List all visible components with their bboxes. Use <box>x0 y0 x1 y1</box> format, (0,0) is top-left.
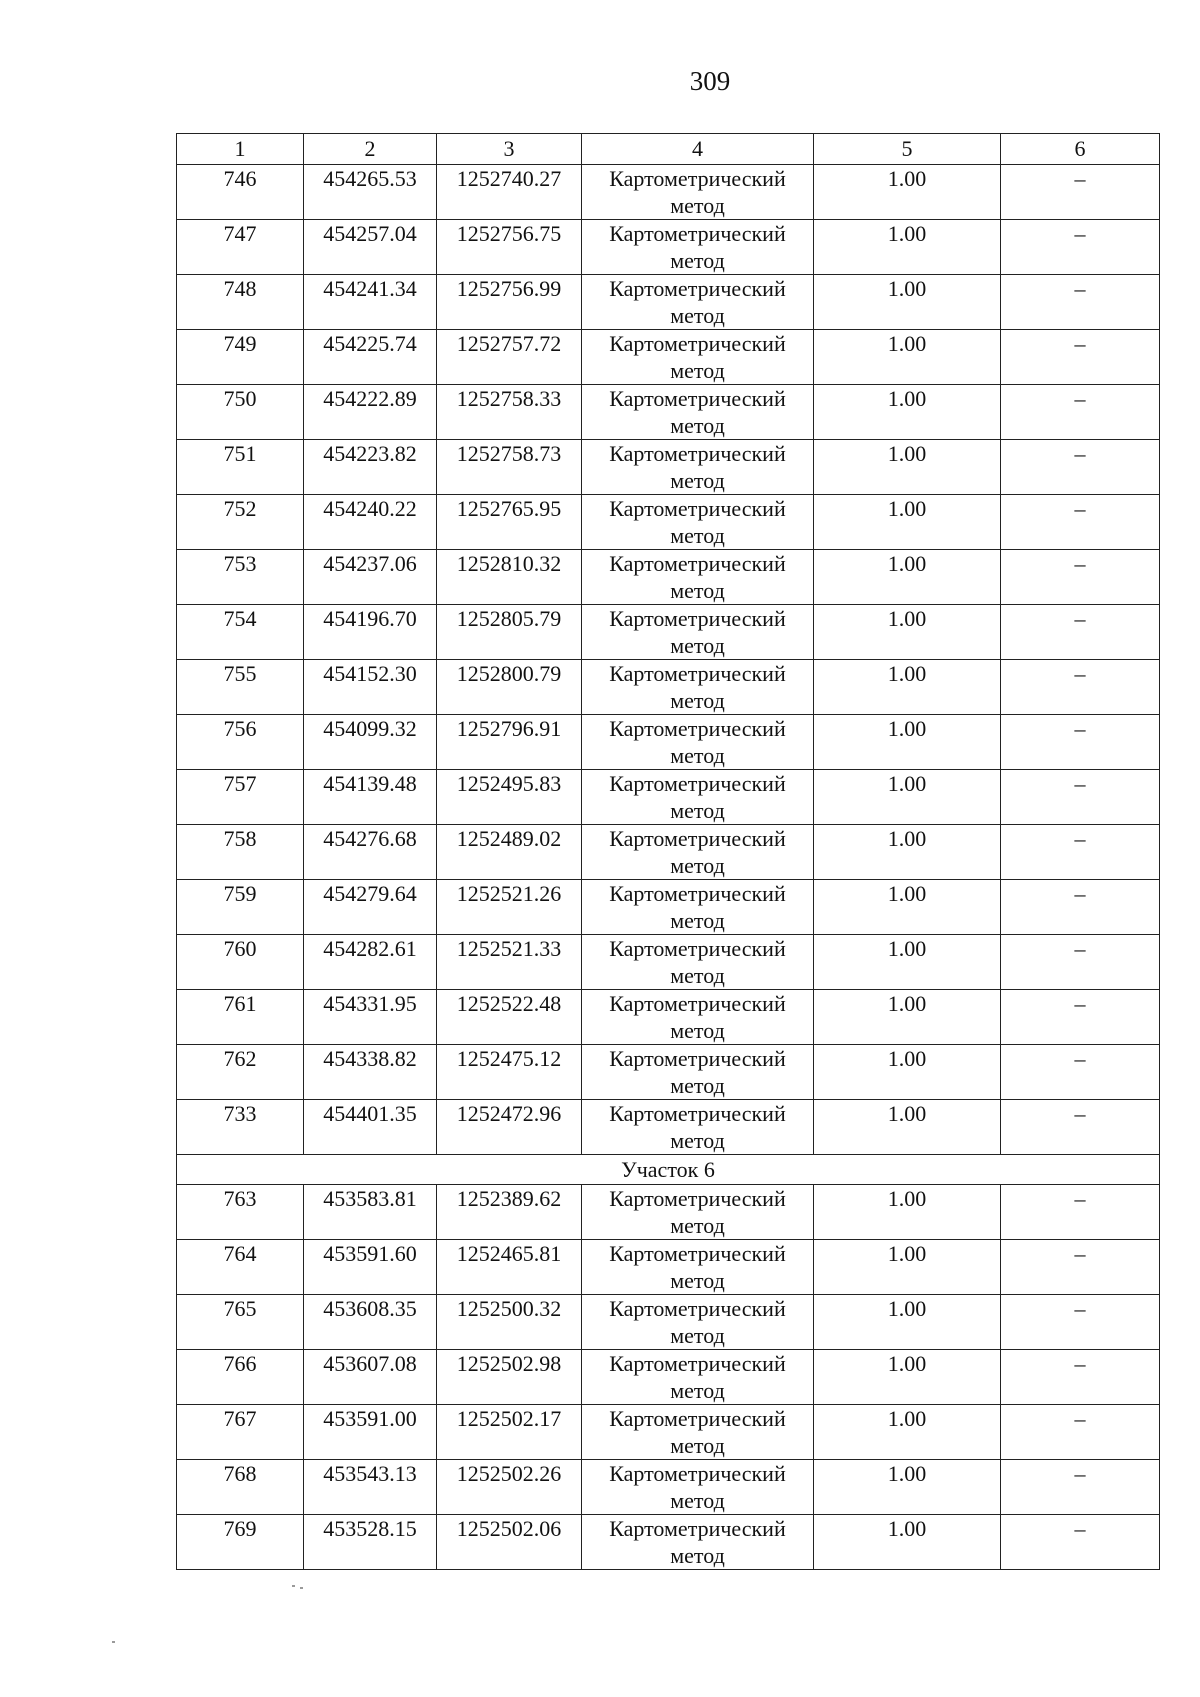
note-cell: – <box>1001 220 1160 275</box>
table-header <box>177 134 1160 165</box>
point-number-cell: 763 <box>177 1185 304 1240</box>
accuracy-cell: 1.00 <box>814 1350 1001 1405</box>
method-cell: Картометрический метод <box>582 1405 814 1460</box>
method-cell: Картометрический метод <box>582 1100 814 1155</box>
point-number-cell: 765 <box>177 1295 304 1350</box>
y-coordinate-cell: 1252495.83 <box>437 770 582 825</box>
x-coordinate-cell: 454240.22 <box>304 495 437 550</box>
table-body <box>177 165 1160 1570</box>
x-coordinate-cell: 453608.35 <box>304 1295 437 1350</box>
accuracy-cell: 1.00 <box>814 1045 1001 1100</box>
y-coordinate-cell: 1252522.48 <box>437 990 582 1045</box>
y-coordinate-cell: 1252758.33 <box>437 385 582 440</box>
y-coordinate-cell: 1252389.62 <box>437 1185 582 1240</box>
scan-speck <box>300 1587 303 1589</box>
point-number-cell: 753 <box>177 550 304 605</box>
method-cell: Картометрический метод <box>582 880 814 935</box>
method-cell: Картометрический метод <box>582 825 814 880</box>
table-row <box>177 165 1160 220</box>
accuracy-cell: 1.00 <box>814 935 1001 990</box>
table-row <box>177 935 1160 990</box>
y-coordinate-cell: 1252475.12 <box>437 1045 582 1100</box>
x-coordinate-cell: 454282.61 <box>304 935 437 990</box>
method-cell: Картометрический метод <box>582 770 814 825</box>
table-row <box>177 220 1160 275</box>
table-row <box>177 715 1160 770</box>
y-coordinate-cell: 1252502.26 <box>437 1460 582 1515</box>
note-cell: – <box>1001 605 1160 660</box>
x-coordinate-cell: 454223.82 <box>304 440 437 495</box>
table-row <box>177 1240 1160 1295</box>
table-row <box>177 1295 1160 1350</box>
note-cell: – <box>1001 1185 1160 1240</box>
table-row <box>177 770 1160 825</box>
column-header: 6 <box>1001 134 1160 165</box>
method-cell: Картометрический метод <box>582 1295 814 1350</box>
accuracy-cell: 1.00 <box>814 715 1001 770</box>
column-header: 1 <box>177 134 304 165</box>
method-cell: Картометрический метод <box>582 550 814 605</box>
method-cell: Картометрический метод <box>582 220 814 275</box>
accuracy-cell: 1.00 <box>814 495 1001 550</box>
y-coordinate-cell: 1252740.27 <box>437 165 582 220</box>
method-cell: Картометрический метод <box>582 275 814 330</box>
note-cell: – <box>1001 1350 1160 1405</box>
point-number-cell: 758 <box>177 825 304 880</box>
note-cell: – <box>1001 275 1160 330</box>
table-row <box>177 385 1160 440</box>
y-coordinate-cell: 1252521.26 <box>437 880 582 935</box>
accuracy-cell: 1.00 <box>814 825 1001 880</box>
point-number-cell: 761 <box>177 990 304 1045</box>
accuracy-cell: 1.00 <box>814 330 1001 385</box>
method-cell: Картометрический метод <box>582 165 814 220</box>
x-coordinate-cell: 454257.04 <box>304 220 437 275</box>
note-cell: – <box>1001 660 1160 715</box>
method-cell: Картометрический метод <box>582 1460 814 1515</box>
point-number-cell: 762 <box>177 1045 304 1100</box>
point-number-cell: 749 <box>177 330 304 385</box>
accuracy-cell: 1.00 <box>814 990 1001 1045</box>
y-coordinate-cell: 1252805.79 <box>437 605 582 660</box>
accuracy-cell: 1.00 <box>814 550 1001 605</box>
point-number-cell: 748 <box>177 275 304 330</box>
y-coordinate-cell: 1252758.73 <box>437 440 582 495</box>
table-row <box>177 1185 1160 1240</box>
point-number-cell: 764 <box>177 1240 304 1295</box>
table-row <box>177 550 1160 605</box>
header-row <box>177 134 1160 165</box>
point-number-cell: 754 <box>177 605 304 660</box>
point-number-cell: 766 <box>177 1350 304 1405</box>
table-row <box>177 495 1160 550</box>
x-coordinate-cell: 454237.06 <box>304 550 437 605</box>
section-title: Участок 6 <box>177 1155 1160 1185</box>
coordinates-table <box>176 133 1160 1570</box>
y-coordinate-cell: 1252796.91 <box>437 715 582 770</box>
point-number-cell: 759 <box>177 880 304 935</box>
x-coordinate-cell: 453543.13 <box>304 1460 437 1515</box>
accuracy-cell: 1.00 <box>814 1185 1001 1240</box>
scan-speck <box>112 1641 115 1643</box>
point-number-cell: 755 <box>177 660 304 715</box>
method-cell: Картометрический метод <box>582 605 814 660</box>
table-row <box>177 605 1160 660</box>
note-cell: – <box>1001 935 1160 990</box>
note-cell: – <box>1001 1240 1160 1295</box>
method-cell: Картометрический метод <box>582 1350 814 1405</box>
page-number: 309 <box>689 66 731 96</box>
table-row <box>177 880 1160 935</box>
x-coordinate-cell: 454152.30 <box>304 660 437 715</box>
accuracy-cell: 1.00 <box>814 1460 1001 1515</box>
table-row <box>177 825 1160 880</box>
y-coordinate-cell: 1252810.32 <box>437 550 582 605</box>
note-cell: – <box>1001 990 1160 1045</box>
method-cell: Картометрический метод <box>582 1185 814 1240</box>
accuracy-cell: 1.00 <box>814 1240 1001 1295</box>
x-coordinate-cell: 454139.48 <box>304 770 437 825</box>
y-coordinate-cell: 1252465.81 <box>437 1240 582 1295</box>
x-coordinate-cell: 454222.89 <box>304 385 437 440</box>
column-header: 3 <box>437 134 582 165</box>
note-cell: – <box>1001 495 1160 550</box>
accuracy-cell: 1.00 <box>814 385 1001 440</box>
note-cell: – <box>1001 165 1160 220</box>
method-cell: Картометрический метод <box>582 660 814 715</box>
method-cell: Картометрический метод <box>582 495 814 550</box>
accuracy-cell: 1.00 <box>814 220 1001 275</box>
accuracy-cell: 1.00 <box>814 440 1001 495</box>
point-number-cell: 750 <box>177 385 304 440</box>
table-row <box>177 275 1160 330</box>
note-cell: – <box>1001 770 1160 825</box>
note-cell: – <box>1001 1515 1160 1570</box>
table-row <box>177 1460 1160 1515</box>
y-coordinate-cell: 1252472.96 <box>437 1100 582 1155</box>
point-number-cell: 760 <box>177 935 304 990</box>
method-cell: Картометрический метод <box>582 990 814 1045</box>
y-coordinate-cell: 1252502.98 <box>437 1350 582 1405</box>
accuracy-cell: 1.00 <box>814 275 1001 330</box>
x-coordinate-cell: 454265.53 <box>304 165 437 220</box>
table-row <box>177 1350 1160 1405</box>
note-cell: – <box>1001 825 1160 880</box>
accuracy-cell: 1.00 <box>814 165 1001 220</box>
x-coordinate-cell: 454225.74 <box>304 330 437 385</box>
point-number-cell: 733 <box>177 1100 304 1155</box>
y-coordinate-cell: 1252756.99 <box>437 275 582 330</box>
x-coordinate-cell: 454241.34 <box>304 275 437 330</box>
column-header: 5 <box>814 134 1001 165</box>
note-cell: – <box>1001 1460 1160 1515</box>
y-coordinate-cell: 1252502.06 <box>437 1515 582 1570</box>
point-number-cell: 757 <box>177 770 304 825</box>
x-coordinate-cell: 454099.32 <box>304 715 437 770</box>
point-number-cell: 769 <box>177 1515 304 1570</box>
accuracy-cell: 1.00 <box>814 880 1001 935</box>
table-row <box>177 1100 1160 1155</box>
accuracy-cell: 1.00 <box>814 660 1001 715</box>
point-number-cell: 767 <box>177 1405 304 1460</box>
note-cell: – <box>1001 1100 1160 1155</box>
table-row <box>177 330 1160 385</box>
y-coordinate-cell: 1252800.79 <box>437 660 582 715</box>
point-number-cell: 768 <box>177 1460 304 1515</box>
point-number-cell: 752 <box>177 495 304 550</box>
y-coordinate-cell: 1252757.72 <box>437 330 582 385</box>
note-cell: – <box>1001 880 1160 935</box>
y-coordinate-cell: 1252521.33 <box>437 935 582 990</box>
table-row <box>177 660 1160 715</box>
point-number-cell: 751 <box>177 440 304 495</box>
y-coordinate-cell: 1252756.75 <box>437 220 582 275</box>
x-coordinate-cell: 453591.00 <box>304 1405 437 1460</box>
note-cell: – <box>1001 440 1160 495</box>
y-coordinate-cell: 1252489.02 <box>437 825 582 880</box>
accuracy-cell: 1.00 <box>814 770 1001 825</box>
method-cell: Картометрический метод <box>582 1240 814 1295</box>
y-coordinate-cell: 1252500.32 <box>437 1295 582 1350</box>
x-coordinate-cell: 453607.08 <box>304 1350 437 1405</box>
accuracy-cell: 1.00 <box>814 1295 1001 1350</box>
x-coordinate-cell: 453583.81 <box>304 1185 437 1240</box>
section-row <box>177 1155 1160 1185</box>
scan-speck <box>292 1585 295 1587</box>
note-cell: – <box>1001 1295 1160 1350</box>
table-row <box>177 1515 1160 1570</box>
x-coordinate-cell: 453528.15 <box>304 1515 437 1570</box>
y-coordinate-cell: 1252765.95 <box>437 495 582 550</box>
point-number-cell: 756 <box>177 715 304 770</box>
x-coordinate-cell: 454401.35 <box>304 1100 437 1155</box>
note-cell: – <box>1001 330 1160 385</box>
y-coordinate-cell: 1252502.17 <box>437 1405 582 1460</box>
method-cell: Картометрический метод <box>582 330 814 385</box>
note-cell: – <box>1001 1045 1160 1100</box>
method-cell: Картометрический метод <box>582 385 814 440</box>
column-header: 2 <box>304 134 437 165</box>
x-coordinate-cell: 453591.60 <box>304 1240 437 1295</box>
note-cell: – <box>1001 385 1160 440</box>
point-number-cell: 747 <box>177 220 304 275</box>
note-cell: – <box>1001 1405 1160 1460</box>
x-coordinate-cell: 454276.68 <box>304 825 437 880</box>
accuracy-cell: 1.00 <box>814 1515 1001 1570</box>
method-cell: Картометрический метод <box>582 440 814 495</box>
note-cell: – <box>1001 715 1160 770</box>
table-row <box>177 1405 1160 1460</box>
table-row <box>177 990 1160 1045</box>
accuracy-cell: 1.00 <box>814 1100 1001 1155</box>
x-coordinate-cell: 454331.95 <box>304 990 437 1045</box>
table-row <box>177 1045 1160 1100</box>
note-cell: – <box>1001 550 1160 605</box>
method-cell: Картометрический метод <box>582 715 814 770</box>
x-coordinate-cell: 454338.82 <box>304 1045 437 1100</box>
accuracy-cell: 1.00 <box>814 605 1001 660</box>
column-header: 4 <box>582 134 814 165</box>
x-coordinate-cell: 454196.70 <box>304 605 437 660</box>
method-cell: Картометрический метод <box>582 1515 814 1570</box>
method-cell: Картометрический метод <box>582 935 814 990</box>
point-number-cell: 746 <box>177 165 304 220</box>
method-cell: Картометрический метод <box>582 1045 814 1100</box>
table-row <box>177 440 1160 495</box>
accuracy-cell: 1.00 <box>814 1405 1001 1460</box>
x-coordinate-cell: 454279.64 <box>304 880 437 935</box>
